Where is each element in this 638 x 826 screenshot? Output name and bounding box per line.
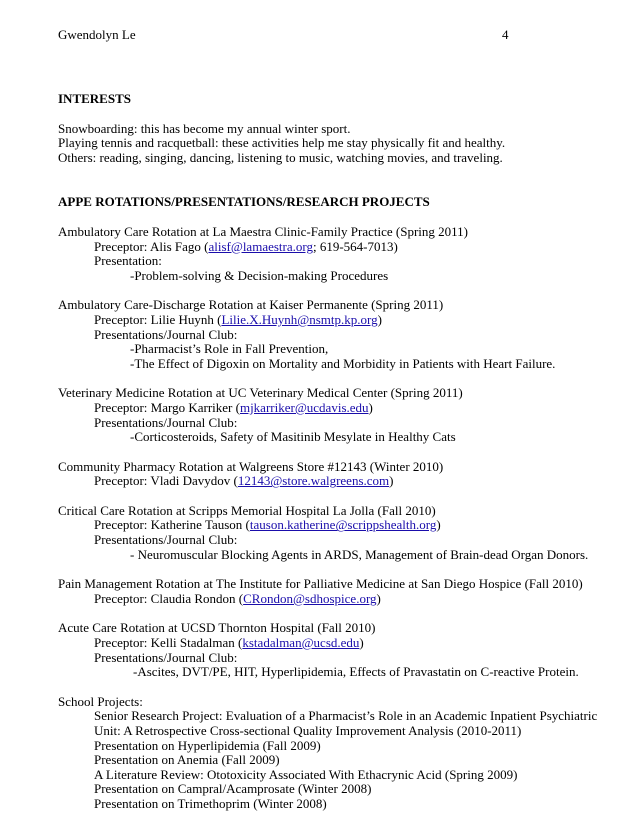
preceptor-text: Preceptor: Margo Karriker ( <box>94 399 240 415</box>
appe-heading: APPE ROTATIONS/PRESENTATIONS/RESEARCH PROJECTS <box>58 194 430 210</box>
page-header <box>58 28 578 44</box>
rotation-title: Critical Care Rotation at Scripps Memorial Hospital La Jolla (Fall 2010) <box>58 502 436 518</box>
school-project-item: Presentation on Trimethoprim (Winter 2008) <box>94 795 327 811</box>
rotation-title: Ambulatory Care-Discharge Rotation at Kaiser Permanente (Spring 2011) <box>58 297 444 313</box>
header-name: Gwendolyn Le <box>58 27 136 42</box>
preceptor-text: ) <box>436 517 441 533</box>
preceptor-email-link[interactable]: mjkarriker@ucdavis.edu <box>239 399 369 415</box>
rotation-entry <box>58 298 578 371</box>
school-project-item: Senior Research Project: Evaluation of a Pharmacist’s Role in an Academic Inpatient Psychiatric <box>94 708 598 724</box>
rotation-entry <box>58 621 578 679</box>
preceptor-text: ) <box>377 311 382 327</box>
preceptor-line <box>58 401 578 416</box>
presentation-item: - Neuromuscular Blocking Agents in ARDS, Management of Brain-dead Organ Donors. <box>130 546 589 562</box>
presentation-item: -Problem-solving & Decision-making Procedures <box>130 267 389 283</box>
page-number: 4 <box>502 27 509 42</box>
preceptor-line <box>58 474 578 489</box>
preceptor-text: ) <box>368 399 373 415</box>
interest-line: Others: reading, singing, dancing, listening to music, watching movies, and traveling. <box>58 149 503 165</box>
rotation-entry <box>58 225 578 283</box>
preceptor-email-link[interactable]: tauson.katherine@scrippshealth.org <box>249 517 437 533</box>
presentation-item: -Ascites, DVT/PE, HIT, Hyperlipidemia, Effects of Pravastatin on C-reactive Protein. <box>133 664 579 680</box>
school-project-item: Presentation on Campral/Acamprosate (Winter 2008) <box>94 781 372 797</box>
presentation-label: Presentations/Journal Club: <box>94 532 238 548</box>
preceptor-email-link[interactable]: kstadalman@ucsd.edu <box>242 635 360 651</box>
presentation-item: -The Effect of Digoxin on Mortality and Morbidity in Patients with Heart Failure. <box>130 355 556 371</box>
preceptor-text: Preceptor: Lilie Huynh ( <box>94 311 222 327</box>
presentation-item: -Corticosteroids, Safety of Masitinib Mesylate in Healthy Cats <box>130 429 456 445</box>
preceptor-text: ) <box>359 635 364 651</box>
school-project-item: Presentation on Anemia (Fall 2009) <box>94 752 280 768</box>
school-projects <box>58 693 598 812</box>
preceptor-text: ; 619-564-7013) <box>312 238 398 254</box>
preceptor-email-link[interactable]: alisf@lamaestra.org <box>208 238 313 254</box>
rotation-title: Veterinary Medicine Rotation at UC Veterinary Medical Center (Spring 2011) <box>58 385 463 401</box>
preceptor-email-link[interactable]: Lilie.X.Huynh@nsmtp.kp.org <box>221 311 378 327</box>
document-page <box>58 27 598 812</box>
preceptor-text: Preceptor: Vladi Davydov ( <box>94 473 238 489</box>
rotation-title: Ambulatory Care Rotation at La Maestra Clinic-Family Practice (Spring 2011) <box>58 223 469 239</box>
school-project-item: Presentation on Hyperlipidemia (Fall 2009) <box>94 737 321 753</box>
school-projects-label: School Projects: <box>58 693 143 709</box>
preceptor-line <box>58 240 578 255</box>
rotation-title: Pain Management Rotation at The Institute for Palliative Medicine at San Diego Hospice (Fall 2010) <box>58 576 583 592</box>
preceptor-line <box>58 636 578 651</box>
interest-line: Snowboarding: this has become my annual winter sport. <box>58 120 351 136</box>
presentation-label: Presentations/Journal Club: <box>94 414 238 430</box>
rotation-entry <box>58 460 578 489</box>
presentation-label: Presentations/Journal Club: <box>94 649 238 665</box>
preceptor-text: Preceptor: Kelli Stadalman ( <box>94 635 243 651</box>
school-project-item: A Literature Review: Ototoxicity Associated With Ethacrynic Acid (Spring 2009) <box>94 766 518 782</box>
preceptor-text: Preceptor: Katherine Tauson ( <box>94 517 250 533</box>
preceptor-text: ) <box>376 590 381 606</box>
presentation-item: -Pharmacist’s Role in Fall Prevention, <box>130 341 329 357</box>
preceptor-line <box>58 592 578 607</box>
rotation-entry <box>58 386 578 444</box>
preceptor-line <box>58 518 578 533</box>
rotation-title: Community Pharmacy Rotation at Walgreens Store #12143 (Winter 2010) <box>58 458 444 474</box>
rotation-entry <box>58 576 583 606</box>
preceptor-text: Preceptor: Claudia Rondon ( <box>94 590 244 606</box>
interest-line: Playing tennis and racquetball: these activities help me stay physically fit and healthy. <box>58 135 506 151</box>
school-project-item: Unit: A Retrospective Cross-sectional Quality Improvement Analysis (2010-2011) <box>94 723 522 738</box>
presentation-label: Presentation: <box>94 253 162 269</box>
interests-heading: INTERESTS <box>58 91 131 106</box>
presentation-label: Presentations/Journal Club: <box>94 326 238 342</box>
preceptor-text: ) <box>389 473 394 489</box>
rotation-title: Acute Care Rotation at UCSD Thornton Hospital (Fall 2010) <box>58 620 376 636</box>
preceptor-email-link[interactable]: CRondon@sdhospice.org <box>243 590 377 606</box>
rotation-entry <box>58 502 589 562</box>
preceptor-email-link[interactable]: 12143@store.walgreens.com <box>237 473 390 489</box>
preceptor-text: Preceptor: Alis Fago ( <box>94 238 209 254</box>
preceptor-line <box>58 313 578 328</box>
